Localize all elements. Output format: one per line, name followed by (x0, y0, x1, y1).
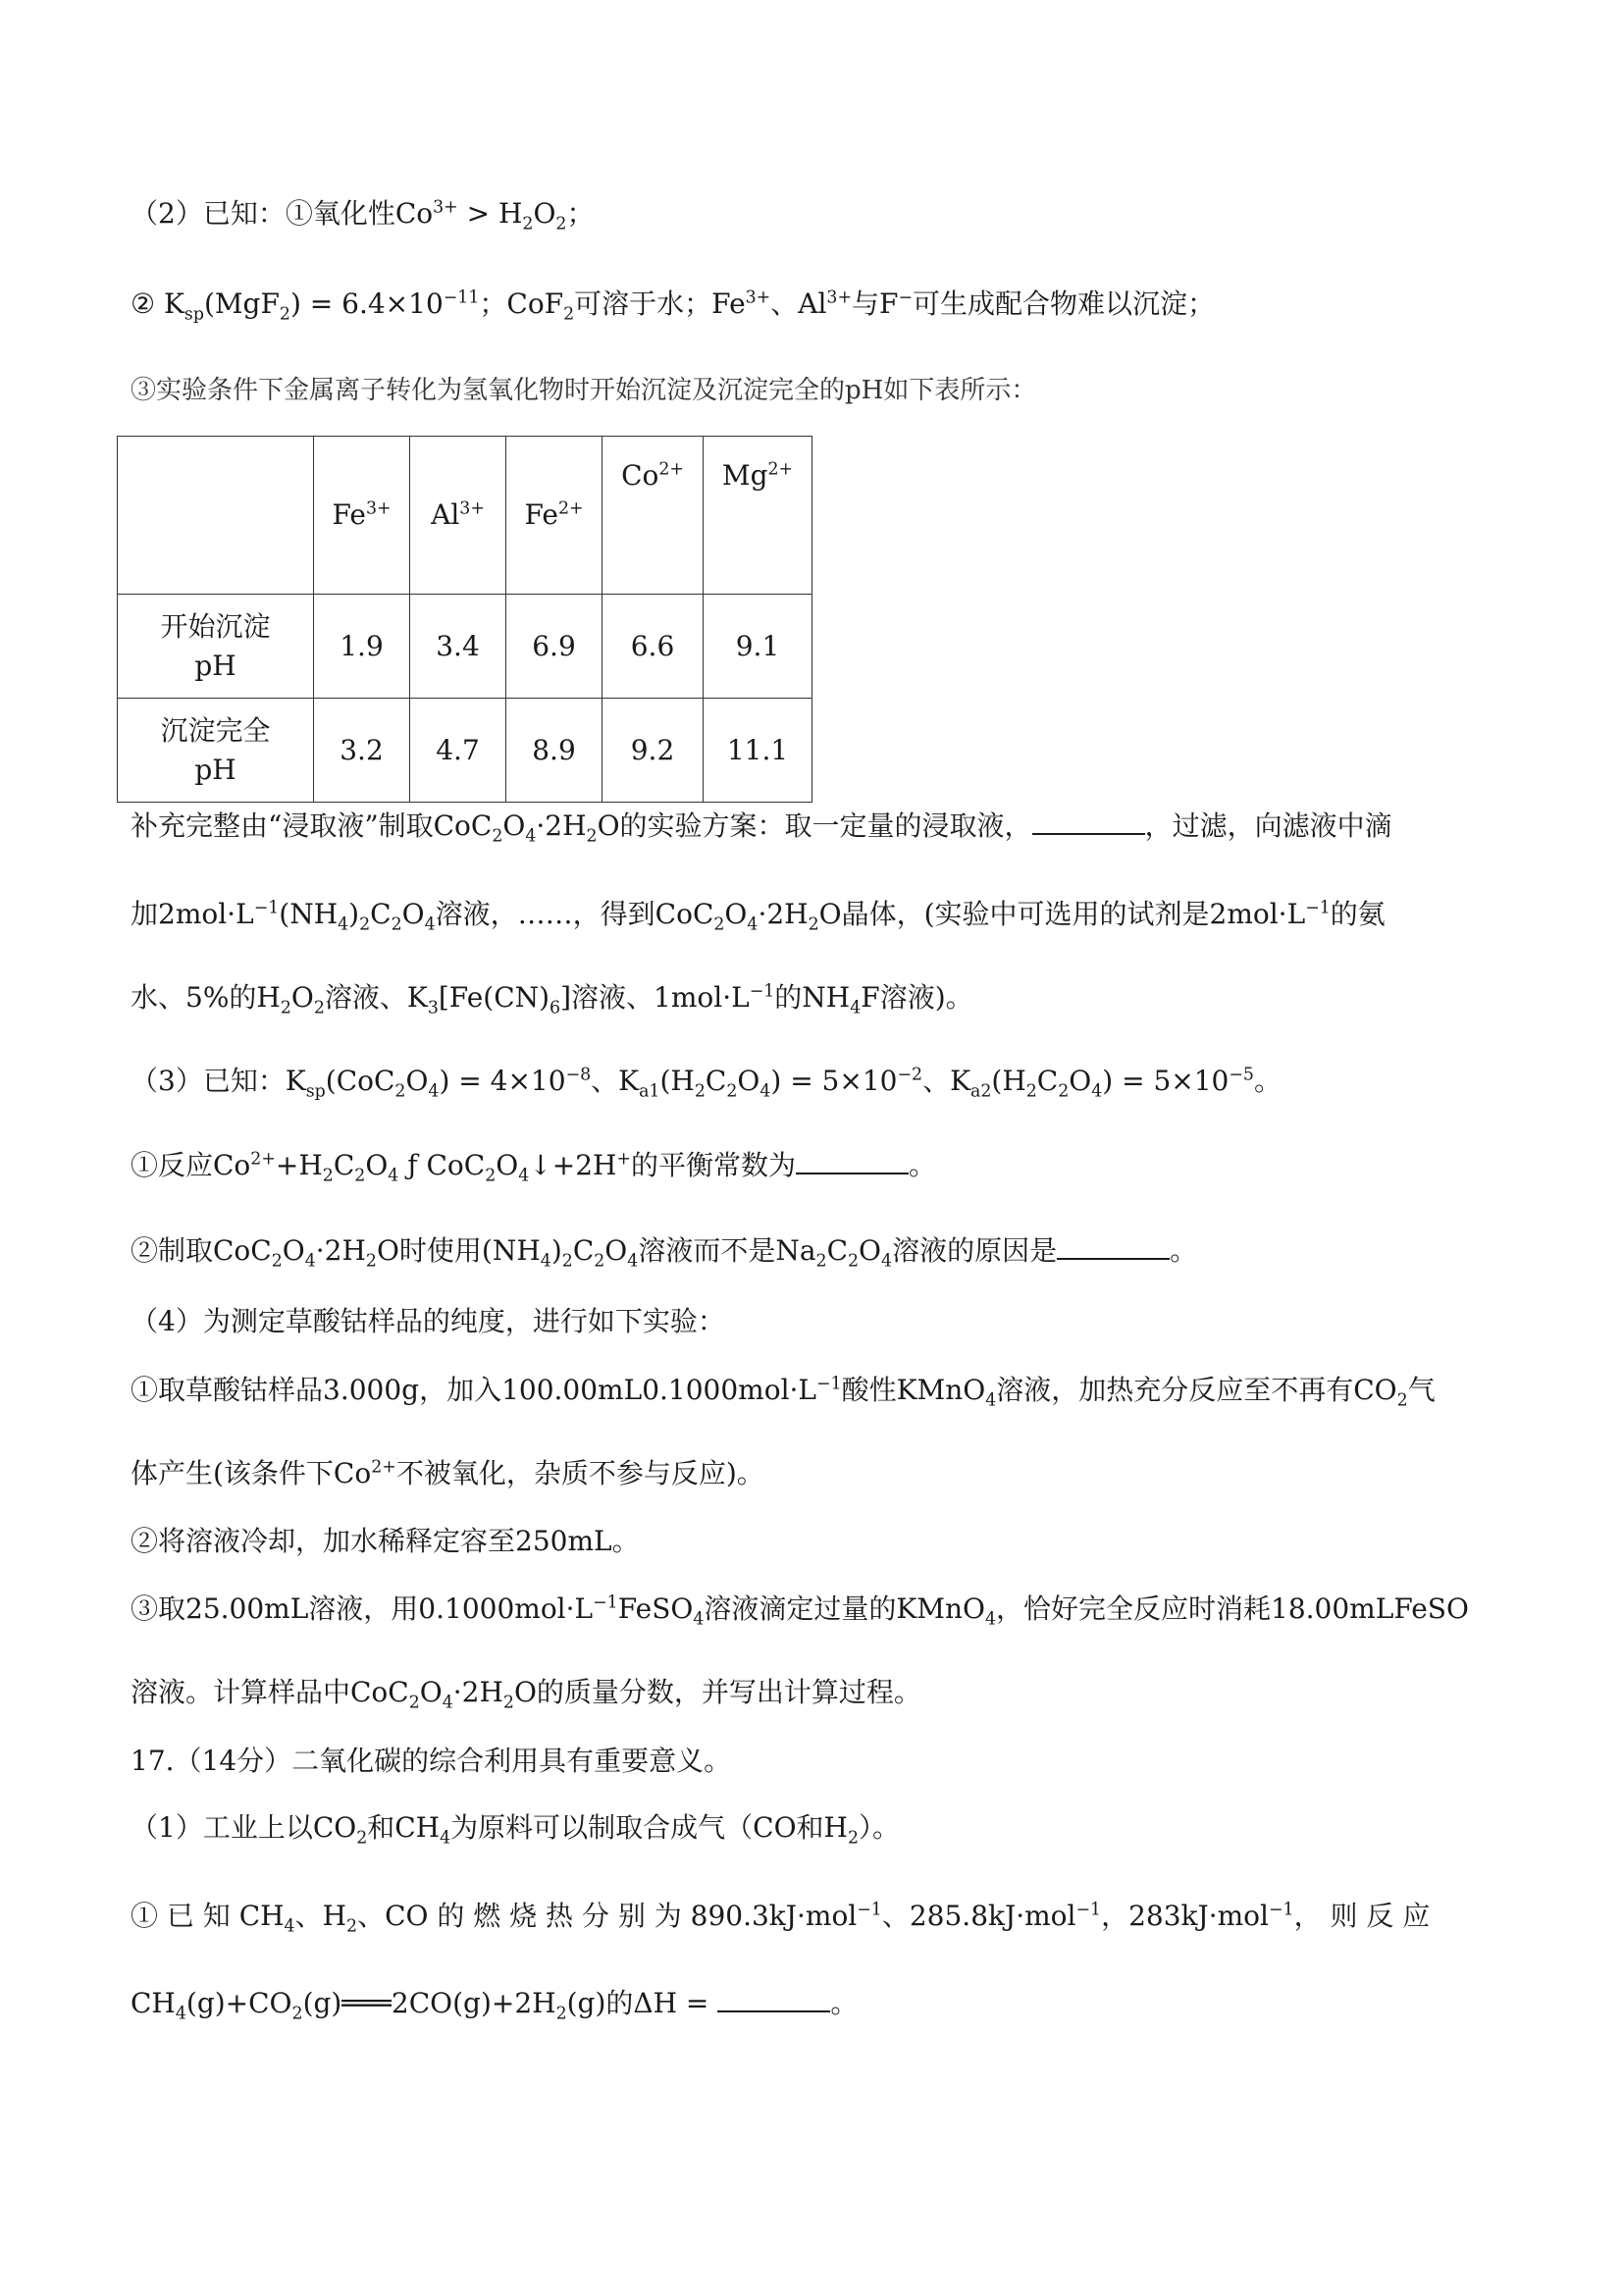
answer-blank[interactable] (717, 1985, 830, 2012)
q2-ksp-line: ② $K_{sp}(MgF_2) = 6.4\times 10^{-11}$；CoF$_2$可溶于水；$Fe^{3+}$、$Al^{3+}$与F−可生成配合物难以沉淀； (131, 287, 1216, 325)
table-cell: 9.1 (704, 595, 812, 699)
q2-item3: ③实验条件下金属离子转化为氢氧化物时开始沉淀及沉淀完全的pH如下表所示： (131, 376, 1037, 405)
table-header-cell: $Al^{3+}$ (410, 437, 506, 595)
q4-step1-cont: 体产生(该条件下$Co^{2+}$不被氧化，杂质不参与反应)。 (131, 1457, 764, 1489)
answer-blank[interactable] (1032, 808, 1145, 835)
q4-title: （4）为测定草酸钴样品的纯度，进行如下实验： (131, 1305, 725, 1337)
table-header-cell: $Fe^{2+}$ (506, 437, 602, 595)
q17-combustion-heats: ① 已 知 $CH_4$、$H_2$、CO 的 燃 烧 热 分 别 为 890.3kJ·mol$^{-1}$、285.8kJ·mol$^{-1}$，283kJ·mol$^{-1}$， 则 反 应 (131, 1900, 1431, 1937)
q17-part1: （1）工业上以$CO_2$和$CH_4$为原料可以制取合成气（CO和$H_2$）。 (131, 1811, 901, 1849)
q3-item1: ①反应$Co^{2+}+H_2C_2O_4$ ƒ $CoC_2O_4↓+2H^+$的平衡常数为 。 (131, 1149, 936, 1186)
q4-step3-cont: 溶液。计算样品中$CoC_2O_4\cdot 2H_2O$的质量分数，并写出计算过程。 (131, 1676, 921, 1713)
row-label: 沉淀完全 pH (118, 699, 314, 803)
q17-equation: $CH_4(g)+CO_2(g)═══2CO(g)+2H_2(g)$的ΔH = 。 (131, 1987, 859, 2024)
table-cell: 1.9 (314, 595, 410, 699)
table-header-cell: $Mg^{2+}$ (704, 437, 812, 595)
table-cell: 8.9 (506, 699, 602, 803)
ph-table (117, 436, 812, 803)
q3-given: （3）已知：$K_{sp}(CoC_2O_4) = 4\times 10^{-8}$、$K_{a1}(H_2C_2O_4) = 5\times 10^{-2}$、$K_{a2}(H_2C_2O_4) = 5\times 10^{-5}$。 (131, 1065, 1282, 1102)
table-cell: 3.4 (410, 595, 506, 699)
q3-item2: ②制取$CoC_2O_4\cdot 2H_2O$时使用$(NH_4)_2C_2O_4$溶液而不是$Na_2C_2O_4$溶液的原因是 。 (131, 1234, 1198, 1272)
q4-step3: ③取25.00mL溶液，用$0.1000mol\cdot L^{-1}FeSO_4$溶液滴定过量的KMnO$_4$，恰好完全反应时消耗18.00mLFeSO (131, 1592, 1469, 1630)
q2-scheme-line1: 补充完整由“浸取液”制取$CoC_2O_4\cdot 2H_2O$的实验方案：取一定量的浸取液， ，过滤，向滤液中滴 (131, 809, 1392, 847)
table-row (118, 699, 812, 803)
q2-given-oxidation: （2）已知：①氧化性$Co^{3+} > H_2O_2$； (131, 197, 595, 235)
table-row (118, 595, 812, 699)
table-cell: 6.9 (506, 595, 602, 699)
row-label: 开始沉淀 pH (118, 595, 314, 699)
table-cell: 6.6 (602, 595, 704, 699)
q4-step2: ②将溶液冷却，加水稀释定容至250mL。 (131, 1525, 640, 1557)
table-header-row (118, 437, 812, 595)
table-header-cell: $Fe^{3+}$ (314, 437, 410, 595)
q2-scheme-line3: 水、5%的$H_2O_2$溶液、$K_3[Fe(CN)_6]$溶液、$1mol\cdot L^{-1}$的$NH_4F$溶液)。 (131, 981, 973, 1018)
answer-blank[interactable] (796, 1147, 909, 1174)
q17-title: 17.（14分）二氧化碳的综合利用具有重要意义。 (131, 1745, 732, 1777)
q4-step1: ①取草酸钴样品3.000g，加入$100.00mL0.1000mol\cdot L^{-1}$酸性KMnO$_4$溶液，加热充分反应至不再有$CO_2$气 (131, 1374, 1436, 1411)
table-cell: 11.1 (704, 699, 812, 803)
answer-blank[interactable] (1057, 1232, 1170, 1260)
table-cell: 3.2 (314, 699, 410, 803)
table-cell: 9.2 (602, 699, 704, 803)
table-cell: 4.7 (410, 699, 506, 803)
q2-scheme-line2: 加$2mol\cdot L^{-1}(NH_4)_2C_2O_4$溶液，……，得到$CoC_2O_4\cdot 2H_2O$晶体，(实验中可选用的试剂是$2mol\cdot L^{-1}$的氨 (131, 898, 1386, 935)
table-corner-cell (118, 437, 314, 595)
table-header-cell: $Co^{2+}$ (602, 437, 704, 595)
